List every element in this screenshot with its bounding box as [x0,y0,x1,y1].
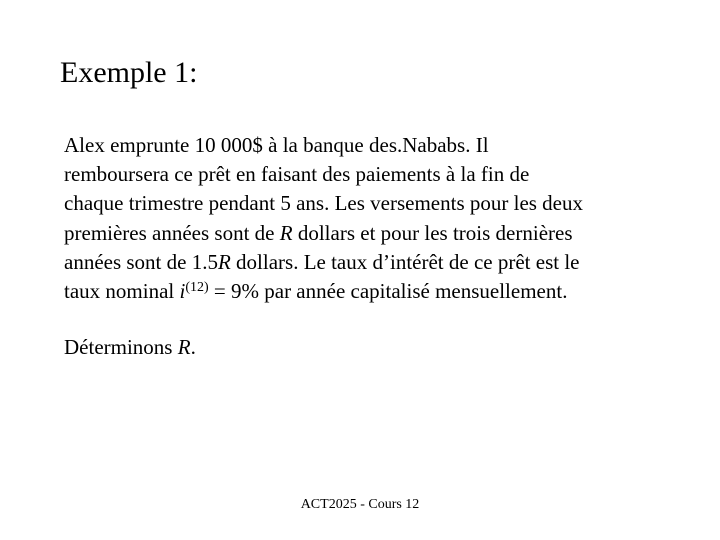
problem-line-5 [64,248,684,277]
line-4-text-before: premières années sont de [64,220,280,245]
problem-line-2: remboursera ce prêt en faisant des paiements à la fin de [64,162,530,187]
problem-line-1: Alex emprunte 10 000$ à la banque des.Nababs. Il [64,133,489,157]
problem-line-4 [64,219,684,248]
question-line [64,333,196,362]
superscript-12: (12) [185,280,209,296]
variable-r: R [177,335,191,359]
variable-i: i [179,279,186,304]
problem-line-3: chaque trimestre pendant 5 ans. Les versements pour les deux [64,191,584,216]
line-5-text-after: dollars. Le taux d’intérêt de ce prêt est le [230,249,580,274]
line-5-text-before: années sont de 1.5 [64,249,218,274]
variable-r: R [217,249,231,274]
slide-footer: ACT2025 - Cours 12 [300,497,420,512]
line-6-text-before: taux nominal [64,279,180,304]
variable-r: R [279,220,293,245]
problem-line-6 [64,277,684,306]
line-6-text-after: = 9% par année capitalisé mensuellement. [208,279,568,304]
question-text-after: . [190,335,196,359]
problem-statement [64,131,684,306]
line-4-text-after: dollars et pour les trois dernières [292,220,573,245]
question-text-before: Déterminons [64,335,178,359]
slide-title: Exemple 1: [60,56,198,89]
